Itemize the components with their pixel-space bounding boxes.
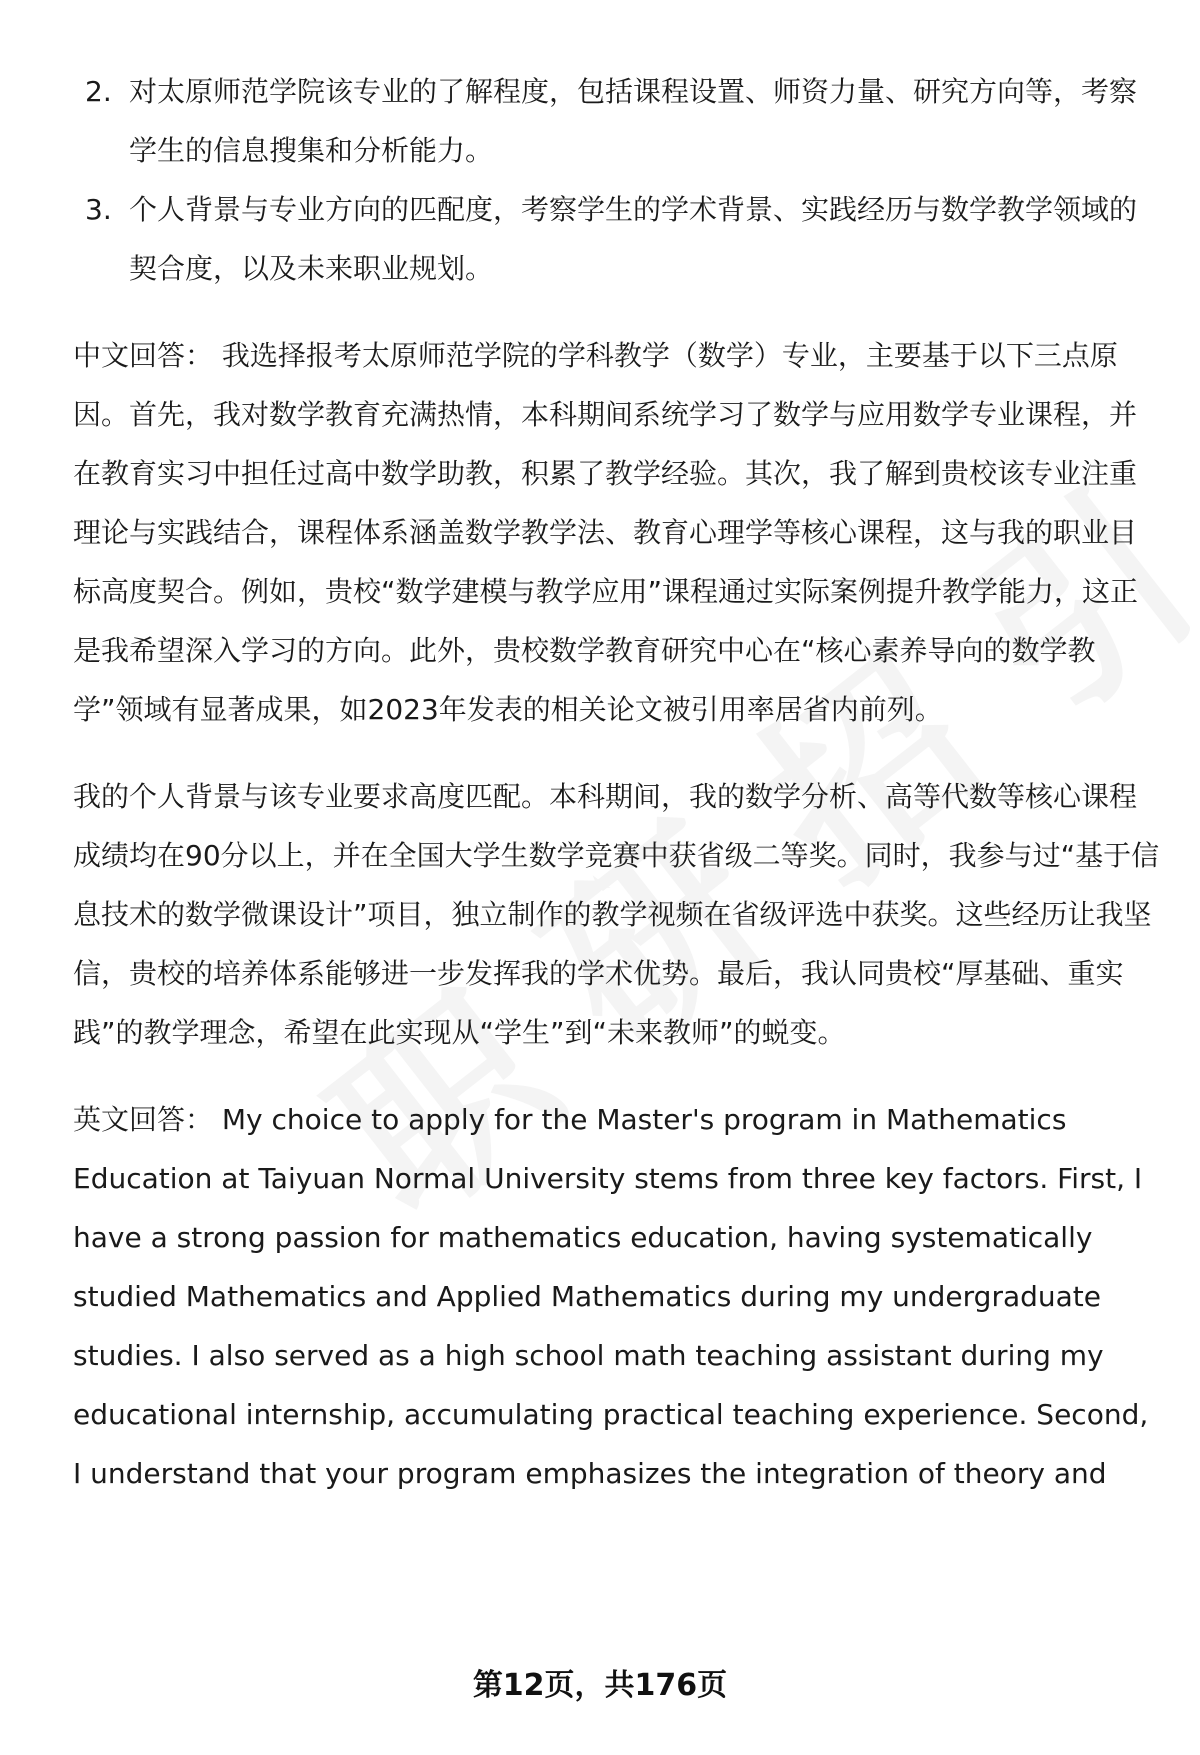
list-item-text: 个人背景与专业方向的匹配度，考察学生的学术背景、实践经历与数学教学领域的契合度，以及未来职业规划。 [129,193,1138,285]
chinese-answer-paragraph: 中文回答： 我选择报考太原师范学院的学科教学（数学）专业，主要基于以下三点原因。首先，我对数学教育充满热情，本科期间系统学习了数学与应用数学专业课程，并在教育实习中担任过高中数学助教，积累了教学经验。其次，我了解到贵校该专业注重理论与实践结合，课程体系涵盖数学教学法、教育心理学等核心课程，这与我的职业目标高度契合。例如，贵校“数学建模与教学应用”课程通过实际案例提升教学能力，这正是我希望深入学习的方向。此外，贵校数学教育研究中心在“核心素养导向的数学教学”领域有显著成果，如2023年发表的相关论文被引用率居省内前列。 [73,339,1139,726]
list-item-text: 对太原师范学院该专业的了解程度，包括课程设置、师资力量、研究方向等，考察学生的信息搜集和分析能力。 [129,75,1138,167]
list-item [73,180,1163,298]
list-item [73,62,1163,180]
english-answer-paragraph: 英文回答： My choice to apply for the Master's program in Mathematics Education at Taiyuan Normal University stems from three key factors. First, I have a strong passion for mathematics education, having systematically studied Mathematics and Applied Mathematics during my undergraduate studies. I also served as a high school math teaching assistant during my educational internship, accumulating practical teaching experience. Second, I understand that your program emphasizes the integration of theory and [73,1103,1149,1490]
list-item-number: 3. [85,193,112,226]
list-item-number: 2. [85,75,112,108]
criteria-list [73,62,1163,298]
page-number: 第12页，共176页 [472,1668,728,1703]
personal-background-paragraph: 我的个人背景与该专业要求高度匹配。本科期间，我的数学分析、高等代数等核心课程成绩均在90分以上，并在全国大学生数学竞赛中获省级二等奖。同时，我参与过“基于信息技术的数学微课设计”项目，独立制作的教学视频在省级评选中获奖。这些经历让我坚信，贵校的培养体系能够进一步发挥我的学术优势。最后，我认同贵校“厚基础、重实践”的教学理念，希望在此实现从“学生”到“未来教师”的蜕变。 [73,780,1160,1049]
document-body [73,62,1163,1503]
